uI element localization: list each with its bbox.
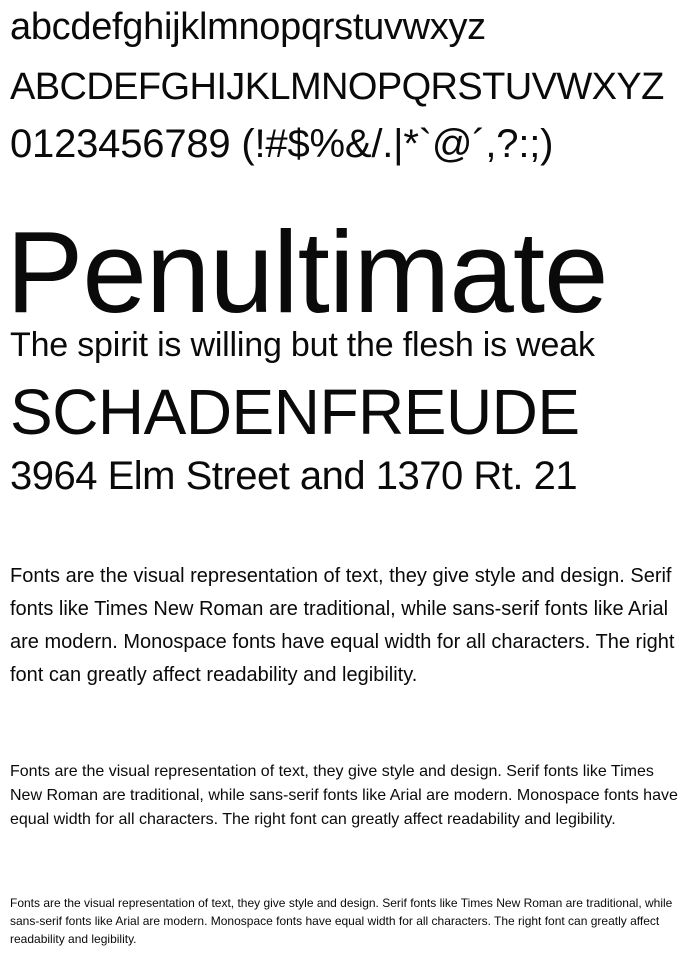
sample-address: 3964 Elm Street and 1370 Rt. 21 bbox=[10, 454, 578, 498]
caps-word: SCHADENFREUDE bbox=[10, 376, 580, 448]
digits-and-symbols: 0123456789 (!#$%&/.|*`@´,?:;) bbox=[10, 122, 554, 166]
display-word: Penultimate bbox=[6, 207, 608, 337]
paragraph-medium: Fonts are the visual representation of text, they give style and design. Serif fonts like Times New Roman are traditional, while sans-serif fonts like Arial are modern. Monospace fonts have equal width for all characters. The right font can greatly affect readability and legibility. bbox=[10, 763, 678, 828]
paragraph-small: Fonts are the visual representation of text, they give style and design. Serif fonts like Times New Roman are traditional, while sans-serif fonts like Arial are modern. Monospace fonts have equal width for all characters. The right font can greatly affect readability and legibility. bbox=[10, 896, 673, 946]
uppercase-alphabet: ABCDEFGHIJKLMNOPQRSTUVWXYZ bbox=[10, 66, 664, 108]
sample-phrase: The spirit is willing but the flesh is weak bbox=[10, 326, 595, 364]
paragraph-large: Fonts are the visual representation of text, they give style and design. Serif fonts like Times New Roman are traditional, while sans-serif fonts like Arial are modern. Monospace fonts have equal width for all characters. The right font can greatly affect readability and legibility. bbox=[10, 565, 675, 686]
lowercase-alphabet: abcdefghijklmnopqrstuvwxyz bbox=[10, 6, 486, 48]
